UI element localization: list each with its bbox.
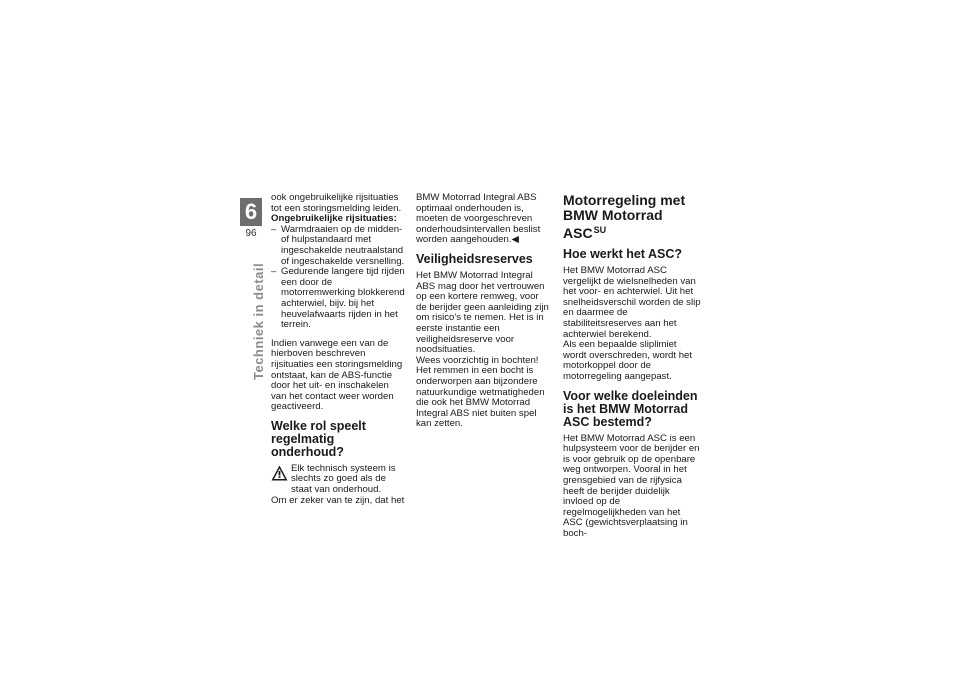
section-heading: Hoe werkt het ASC?	[563, 247, 683, 261]
paragraph: Om er zeker van te zijn, dat het	[271, 494, 405, 506]
title-text: Motorregeling met BMW Motorrad ASC	[563, 192, 686, 241]
paragraph: Het BMW Motorrad ASC vergelijkt de wielsnelheden van het voor- en achterwiel. Uit het snelheidsverschil worden de slip en daarmee de stabiliteitsreserves aan het achterwiel berekend.	[563, 265, 701, 340]
section-heading: Voor welke doeleinden is het BMW Motorrad ASC bestemd?	[563, 388, 698, 429]
paragraph: Wees voorzichtig in bochten! Het remmen in een bocht is onderworpen aan bijzondere natuurkundige wetmatigheden die ook het BMW Motorrad Integral ABS niet buiten spel kan zetten.	[416, 354, 545, 430]
paragraph: BMW Motorrad Integral ABS optimaal onderhouden is, moeten de voorgeschreven onderhoudsintervallen beslist worden aangehouden.◀	[416, 192, 541, 246]
section-side-title: Techniek in detail	[251, 262, 266, 380]
warning-note	[271, 464, 405, 496]
subheading: Ongebruikelijke rijsituaties:	[271, 213, 397, 225]
paragraph: Indien vanwege een van de hierboven beschreven rijsituaties een storingsmelding ontstaat, kan de ABS-functie door het uit- en inschakelen van het contact weer worden geactiveerd.	[271, 337, 403, 413]
list-item-text: Warmdraaien op de midden- of hulpstandaard met ingeschakelde neutraalstand of ingeschakelde versnelling.	[281, 223, 405, 267]
dash-bullet: –	[271, 266, 277, 278]
paragraph: Het BMW Motorrad ASC is een hulpsysteem voor de berijder en is voor gebruik op de openbare weg ontworpen. Vooral in het grensgebied van de rijfysica heeft de berijder duidelijk invloed op de regelmogelijkheden van het ASC (gewichtsverplaatsing in boch-	[563, 432, 700, 539]
title-superscript: SU	[593, 225, 607, 235]
section-heading: Welke rol speelt regelmatig onderhoud?	[271, 418, 366, 459]
dash-bullet: –	[271, 223, 277, 235]
warning-triangle-icon	[271, 465, 288, 481]
chapter-number-badge: 6	[240, 198, 262, 226]
section-heading: Veiligheidsreserves	[416, 251, 533, 266]
text-column-2	[416, 193, 550, 430]
list-item	[271, 225, 405, 267]
paragraph: Het BMW Motorrad Integral ABS mag door het vertrouwen op een kortere remweg, voor de berijder geen aanleiding zijn om risico's te nemen. Het is in eerste instantie een veiligheidsreserve voor noodsituaties.	[416, 269, 549, 356]
text-column-3	[563, 193, 701, 539]
list-item-text: Gedurende langere tijd rijden een door de motorremwerking blokkerend achterwiel, bijv. bij het heuvelafwaarts rijden in het terrein.	[281, 266, 405, 331]
text-column-1	[271, 193, 405, 506]
warning-text: Elk technisch systeem is slechts zo goed als de staat van onderhoud.	[291, 462, 396, 496]
page-number: 96	[245, 228, 257, 239]
page-section-title	[563, 193, 701, 241]
list-item	[271, 267, 405, 331]
paragraph: ook ongebruikelijke rijsituaties tot een storingsmelding leiden.	[271, 192, 402, 214]
paragraph: Als een bepaalde sliplimiet wordt overschreden, wordt het motorkoppel door de motorregeling aangepast.	[563, 339, 693, 382]
